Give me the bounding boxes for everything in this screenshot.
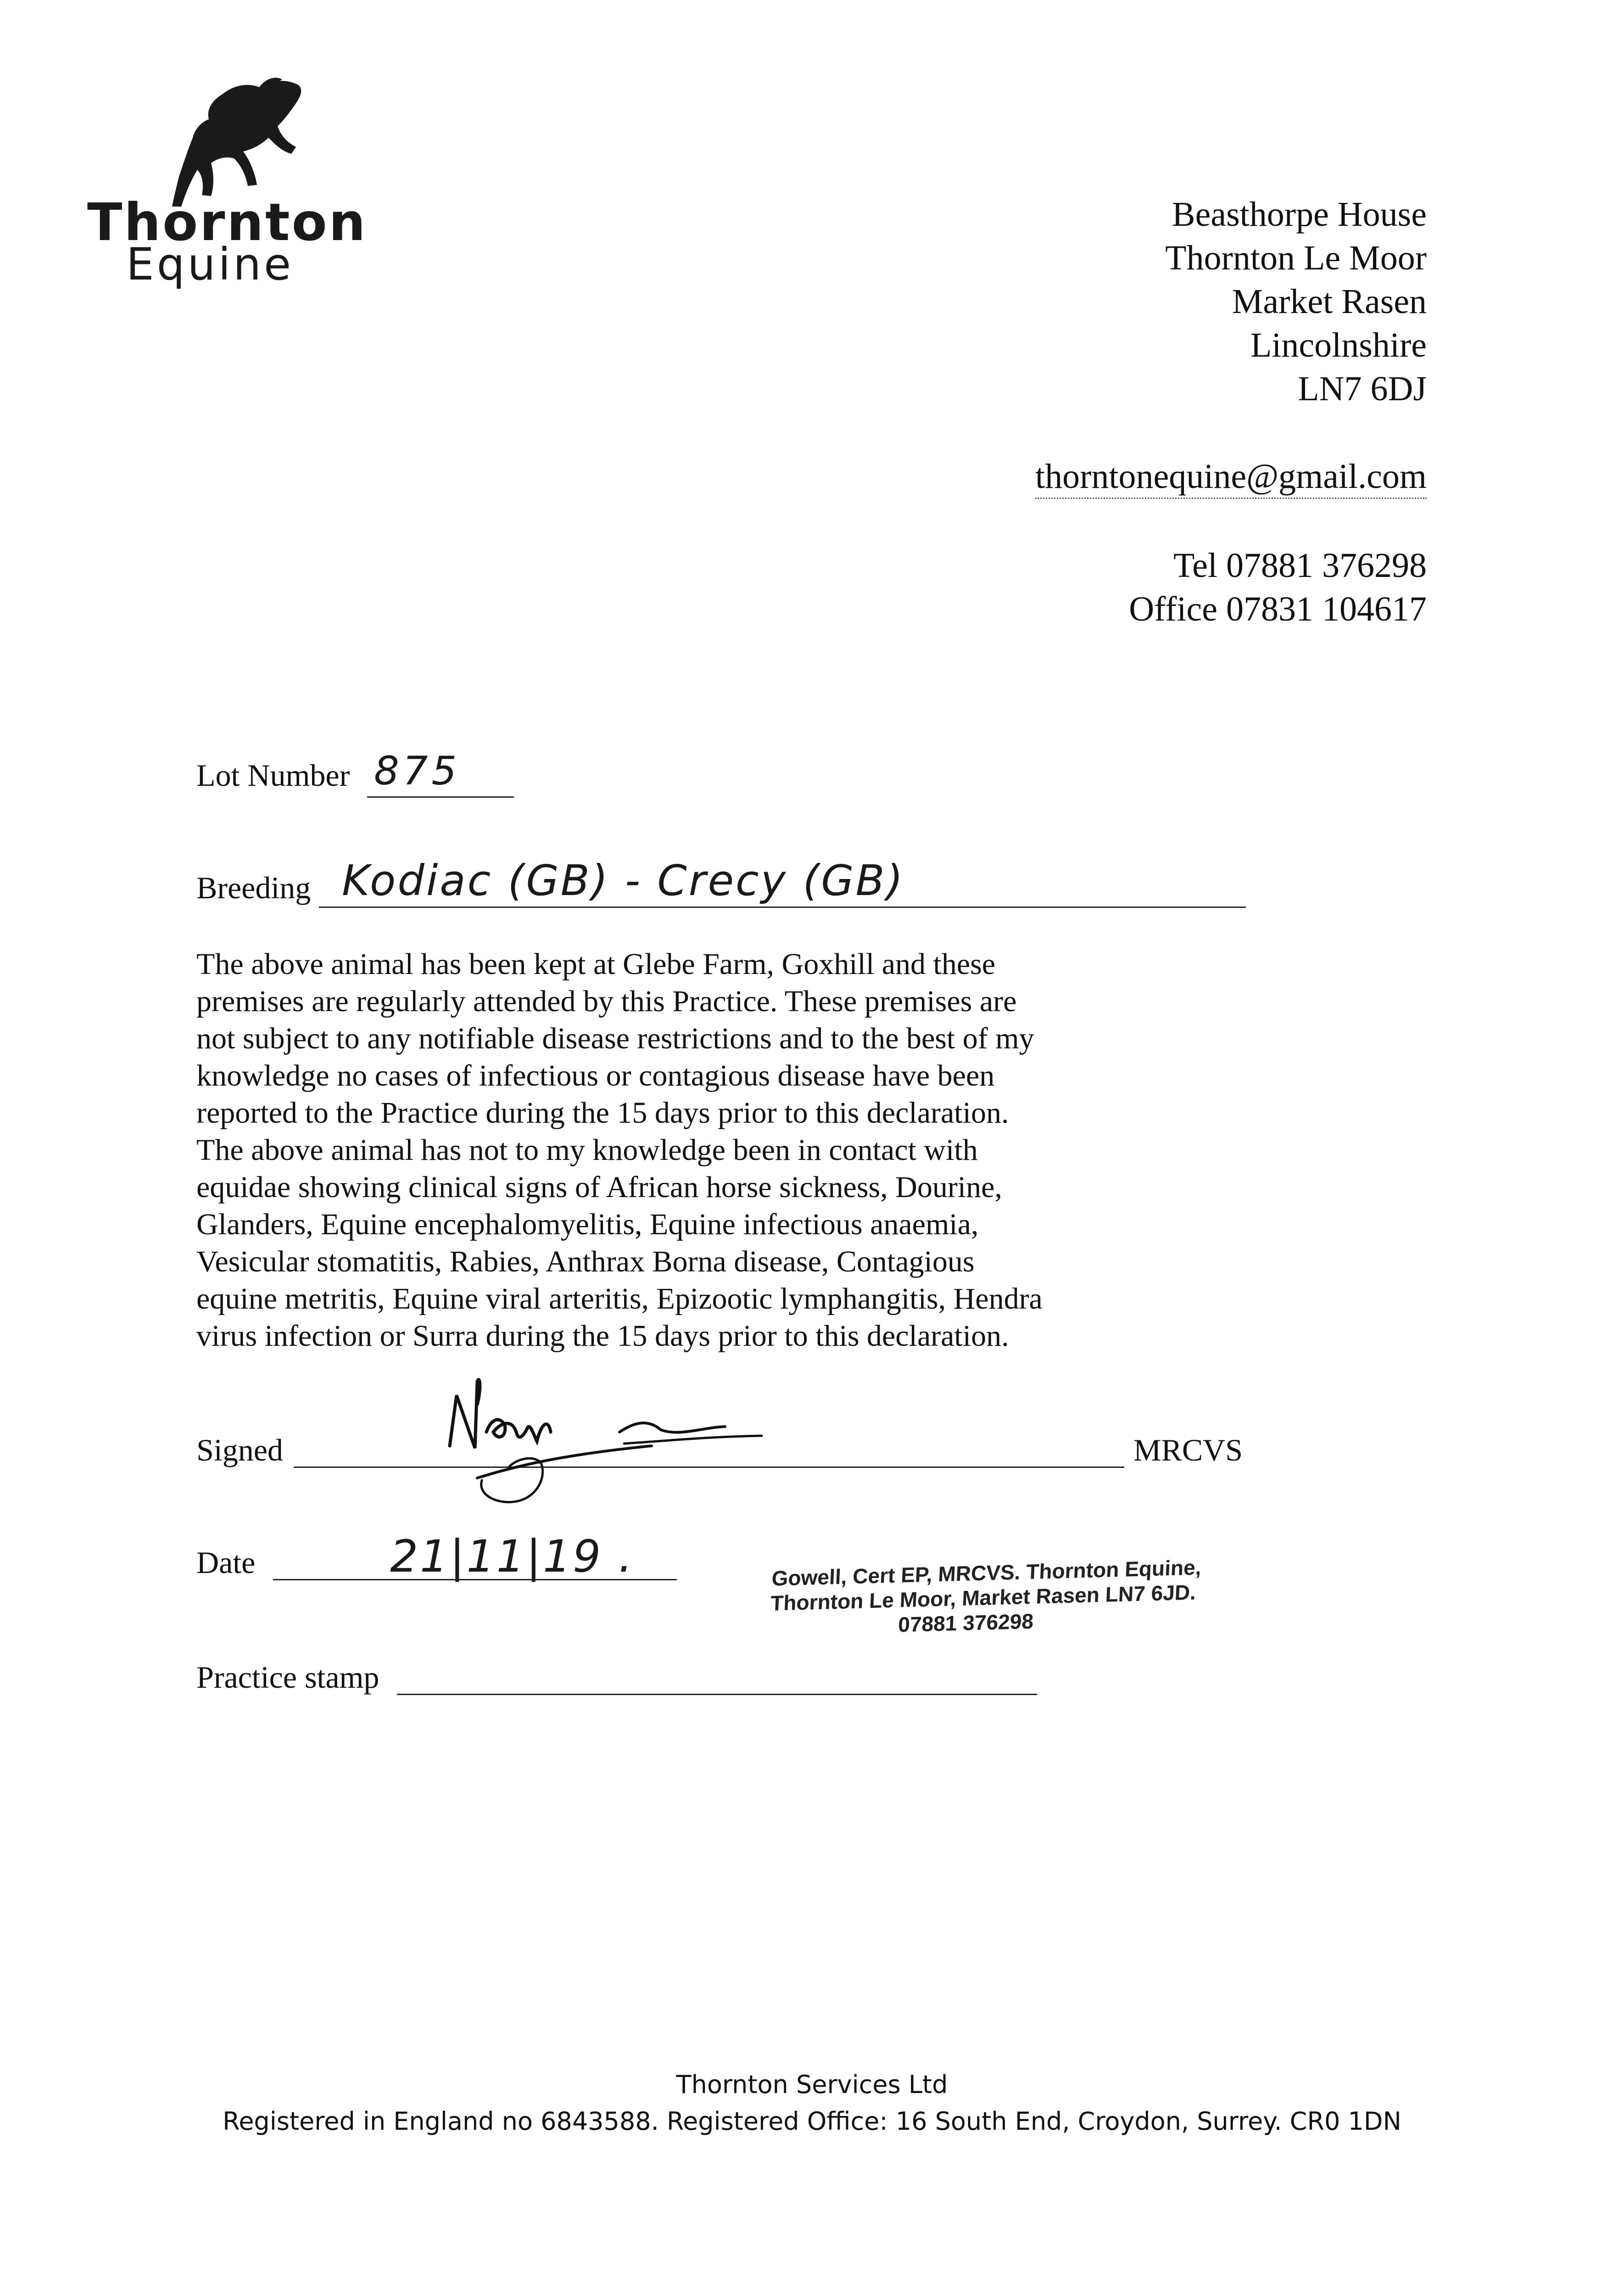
declaration-line: not subject to any notifiable disease restrictions and to the best of my	[196, 1022, 1034, 1055]
declaration-line: The above animal has been kept at Glebe Farm, Goxhill and these	[196, 947, 996, 981]
declaration-line: Glanders, Equine encephalomyelitis, Equine infectious anaemia,	[196, 1208, 979, 1241]
tel-number: Tel 07881 376298	[1173, 546, 1427, 585]
logo-brand-name: Thornton	[87, 193, 368, 252]
breeding-value: Kodiac (GB) - Crecy (GB)	[342, 856, 905, 905]
stamp-line: Thornton Le Moor, Market Rasen LN7 6JD.	[770, 1580, 1197, 1615]
date-value: 21|11|19 .	[390, 1531, 635, 1582]
lot-number-value: 875	[374, 748, 461, 794]
declaration-line: Vesicular stomatitis, Rabies, Anthrax Borna disease, Contagious	[196, 1245, 975, 1278]
declaration-line: knowledge no cases of infectious or contagious disease have been	[196, 1059, 995, 1092]
declaration-line: virus infection or Surra during the 15 days prior to this declaration.	[196, 1319, 1009, 1353]
declaration-line: reported to the Practice during the 15 days prior to this declaration.	[196, 1096, 1009, 1130]
declaration-line: premises are regularly attended by this Practice. These premises are	[196, 985, 1017, 1018]
lot-number-label: Lot Number	[196, 758, 350, 793]
breeding-label: Breeding	[196, 870, 311, 905]
address-block	[1165, 193, 1427, 411]
date-label: Date	[196, 1545, 256, 1580]
email-line	[1035, 457, 1427, 499]
lot-number-line	[367, 796, 514, 798]
declaration-line: equidae showing clinical signs of African horse sickness, Dourine,	[196, 1170, 1002, 1204]
practice-stamp-line	[397, 1694, 1037, 1695]
practice-stamp-label: Practice stamp	[196, 1660, 379, 1695]
stamp-line: 07881 376298	[898, 1609, 1034, 1637]
footer-company: Thornton Services Ltd	[676, 2070, 948, 2099]
declaration-line: The above animal has not to my knowledge been in contact with	[196, 1133, 978, 1167]
footer-registration: Registered in England no 6843588. Registered Office: 16 South End, Croydon, Surrey. CR0 1DN	[223, 2107, 1401, 2136]
mrcvs-suffix: MRCVS	[1133, 1433, 1243, 1467]
breeding-line	[319, 907, 1246, 908]
address-line: Beasthorpe House	[1172, 195, 1427, 234]
signed-label: Signed	[196, 1433, 283, 1467]
stamp-line: Gowell, Cert EP, MRCVS. Thornton Equine,	[771, 1555, 1202, 1590]
declaration-line: equine metritis, Equine viral arteritis, Epizootic lymphangitis, Hendra	[196, 1282, 1043, 1315]
company-logo	[87, 76, 368, 290]
office-number: Office 07831 104617	[1129, 590, 1427, 628]
address-line: Thornton Le Moor	[1165, 239, 1427, 277]
address-line: LN7 6DJ	[1298, 369, 1427, 408]
address-line: Market Rasen	[1232, 282, 1427, 321]
email-address[interactable]: thorntonequine@gmail.com	[1035, 457, 1427, 499]
practice-stamp-impression	[769, 1555, 1202, 1640]
address-line: Lincolnshire	[1250, 326, 1427, 364]
declaration-text	[196, 946, 1183, 1355]
phone-block	[1129, 544, 1427, 631]
handwritten-signature	[431, 1368, 821, 1519]
logo-brand-subtitle: Equine	[126, 239, 294, 290]
